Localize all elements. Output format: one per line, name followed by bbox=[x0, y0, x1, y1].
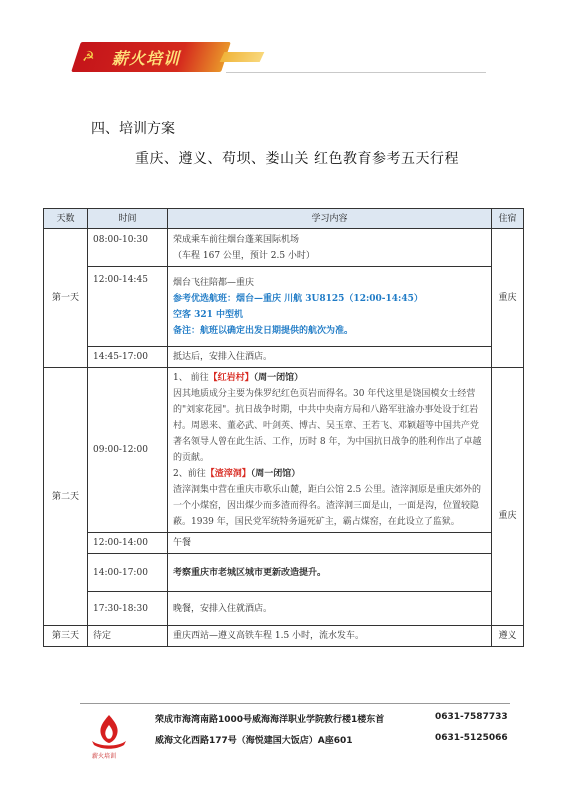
header-content: 学习内容 bbox=[168, 209, 492, 229]
aircraft-info: 空客 321 中型机 bbox=[173, 309, 244, 320]
footer-phone-2: 0631-5125066 bbox=[435, 733, 508, 743]
footer bbox=[80, 703, 510, 773]
content-cell: 考察重庆市老城区城市更新改造提升。 bbox=[168, 554, 492, 592]
table-row bbox=[44, 626, 524, 647]
banner-title: 薪火培训 bbox=[112, 49, 181, 68]
banner bbox=[76, 40, 486, 76]
visit-item-2 bbox=[173, 466, 486, 482]
visit-closed-note: （周一闭馆） bbox=[253, 373, 304, 383]
visit-item-1 bbox=[173, 370, 486, 386]
visit-place: 【红岩村】 bbox=[208, 373, 254, 383]
time-cell: 14:00-17:00 bbox=[88, 554, 168, 592]
content-cell bbox=[168, 368, 492, 533]
visit-description: 因其地质成分主要为侏罗纪红色页岩而得名。30 年代这里是饶国模女士经营的"刘家花园"。抗日战争时期，中共中央南方局和八路军驻渝办事处设于红岩村。周恩来、董必武、叶剑英、博古、吴玉章、王若飞、邓颖超等中国共产党著名领导人曾在此生活、工作，历时 8 年，为中国抗日战争的胜利作出了卓越的贡献。 bbox=[173, 389, 482, 463]
visit-place: 【渣滓洞】 bbox=[205, 469, 251, 479]
stay-cell: 重庆 bbox=[492, 368, 524, 626]
footer-address-1: 荣成市海湾南路1000号威海海洋职业学院敦行楼1楼东首 bbox=[155, 715, 385, 725]
header-time: 时间 bbox=[88, 209, 168, 229]
section-title: 四、培训方案 bbox=[91, 121, 175, 137]
table-row bbox=[44, 267, 524, 347]
logo-caption: 薪火培训 bbox=[92, 753, 117, 760]
stay-cell: 遵义 bbox=[492, 626, 524, 647]
flame-logo-icon bbox=[86, 711, 132, 751]
content-cell: 晚餐，安排入住就酒店。 bbox=[168, 592, 492, 626]
banner-divider bbox=[226, 72, 486, 73]
footer-divider bbox=[80, 703, 510, 704]
time-cell: 12:00-14:00 bbox=[88, 533, 168, 554]
day-label: 第一天 bbox=[44, 229, 88, 368]
flight-note: 备注：航班以确定出发日期提供的航次为准。 bbox=[173, 325, 354, 336]
table-row bbox=[44, 554, 524, 592]
table-row bbox=[44, 347, 524, 368]
time-cell: 待定 bbox=[88, 626, 168, 647]
table-header-row bbox=[44, 209, 524, 229]
header-stay: 住宿 bbox=[492, 209, 524, 229]
time-cell: 09:00-12:00 bbox=[88, 368, 168, 533]
content-cell: 午餐 bbox=[168, 533, 492, 554]
banner-gold-stroke bbox=[220, 52, 265, 62]
content-cell: 重庆西站—遵义高铁车程 1.5 小时，流水发车。 bbox=[168, 626, 492, 647]
time-cell: 14:45-17:00 bbox=[88, 347, 168, 368]
table-row bbox=[44, 229, 524, 267]
table-row bbox=[44, 368, 524, 533]
day-label: 第二天 bbox=[44, 368, 88, 626]
content-cell bbox=[168, 347, 492, 368]
footer-phone-1: 0631-7587733 bbox=[435, 712, 508, 722]
itinerary-table bbox=[43, 208, 524, 647]
visit-prefix: 2、前往 bbox=[173, 469, 206, 479]
footer-address-2: 威海文化西路177号（海悦建国大饭店）A座601 bbox=[155, 736, 353, 746]
flight-info: 参考优选航班：烟台—重庆 川航 3U8125（12:00-14:45） bbox=[173, 293, 423, 304]
content-cell bbox=[168, 229, 492, 267]
visit-prefix: 1、 前往 bbox=[173, 373, 209, 383]
table-row bbox=[44, 533, 524, 554]
time-cell: 17:30-18:30 bbox=[88, 592, 168, 626]
stay-cell: 重庆 bbox=[492, 229, 524, 368]
content-line: 烟台飞往陪都—重庆 bbox=[173, 277, 255, 288]
content-line: 抵达后，安排入住酒店。 bbox=[173, 352, 273, 362]
hammer-sickle-icon: ☭ bbox=[82, 49, 95, 65]
content-line: （车程 167 公里，预计 2.5 小时） bbox=[173, 250, 315, 261]
table-row bbox=[44, 592, 524, 626]
content-line: 荣成乘车前往烟台蓬莱国际机场 bbox=[173, 234, 300, 245]
visit-description: 渣滓洞集中营在重庆市歌乐山麓，距白公馆 2.5 公里。渣滓洞原是重庆郊外的一个小煤窑，因出煤少而多渣而得名。渣滓洞三面是山，一面是沟，位置较隐蔽。1939 年，国民党军统特务逼死矿主，霸占煤窑，在此设立了监狱。 bbox=[173, 485, 482, 527]
day-label: 第三天 bbox=[44, 626, 88, 647]
itinerary-subtitle: 重庆、遵义、苟坝、娄山关 红色教育参考五天行程 bbox=[135, 151, 459, 167]
time-cell: 08:00-10:30 bbox=[88, 229, 168, 267]
time-cell: 12:00-14:45 bbox=[88, 267, 168, 347]
content-cell bbox=[168, 267, 492, 347]
header-day: 天数 bbox=[44, 209, 88, 229]
visit-closed-note: （周一闭馆） bbox=[250, 469, 301, 479]
